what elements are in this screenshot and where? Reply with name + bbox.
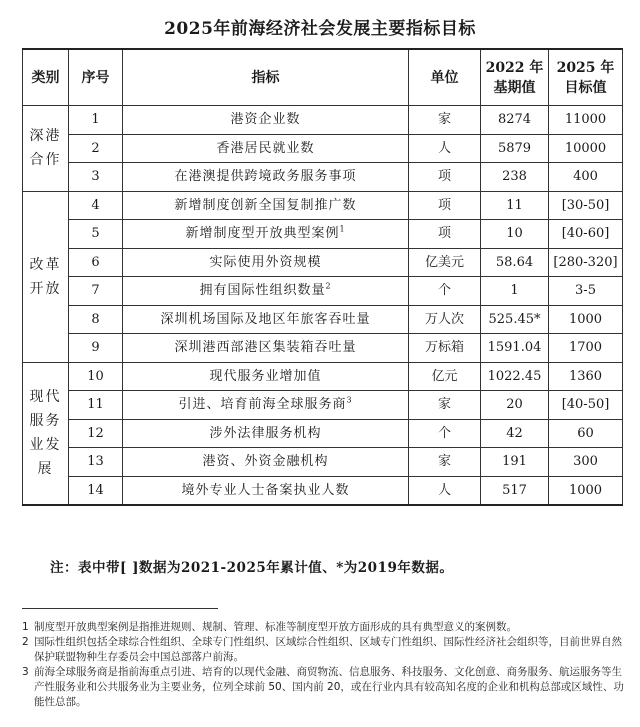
- indicator-cell: 新增制度创新全国复制推广数: [123, 191, 409, 220]
- header-base: [481, 49, 549, 106]
- footnote-text: 制度型开放典型案例是指推进规则、规制、管理、标准等制度型开放方面形成的具有典型意义的案例数。: [34, 621, 517, 633]
- target-value-cell: [280-320]: [549, 248, 623, 277]
- header-base-line1: 2022 年: [485, 59, 544, 76]
- indicator-cell: 港资企业数: [123, 106, 409, 135]
- header-category: 类别: [23, 49, 69, 106]
- footnote-number: 3: [22, 666, 29, 678]
- unit-cell: 个: [409, 277, 481, 306]
- target-value-cell: 400: [549, 163, 623, 192]
- target-value-cell: 10000: [549, 134, 623, 163]
- category-label: 展: [37, 461, 54, 478]
- indicator-cell: 在港澳提供跨境政务服务事项: [123, 163, 409, 192]
- target-value-cell: 1000: [549, 305, 623, 334]
- header-no: 序号: [69, 49, 123, 106]
- footnotes: [22, 620, 627, 710]
- header-target-line1: 2025 年: [556, 59, 615, 76]
- base-value-cell: 8274: [481, 106, 549, 135]
- table-row: [23, 362, 623, 391]
- footnote-ref: 3: [346, 395, 353, 405]
- target-value-cell: 300: [549, 448, 623, 477]
- footnote-number: 1: [22, 621, 29, 633]
- table-row: [23, 305, 623, 334]
- row-number: 10: [69, 362, 123, 391]
- table-row: [23, 419, 623, 448]
- target-value-cell: 1360: [549, 362, 623, 391]
- target-value-cell: 1000: [549, 476, 623, 505]
- unit-cell: 家: [409, 391, 481, 420]
- base-value-cell: 238: [481, 163, 549, 192]
- row-number: 11: [69, 391, 123, 420]
- category-cell: [23, 362, 69, 505]
- table-row: [23, 248, 623, 277]
- table-row: [23, 191, 623, 220]
- table-row: [23, 334, 623, 363]
- footnote: [22, 620, 627, 635]
- header-unit: 单位: [409, 49, 481, 106]
- unit-cell: 亿元: [409, 362, 481, 391]
- header-indicator: 指标: [123, 49, 409, 106]
- row-number: 5: [69, 220, 123, 249]
- table-row: [23, 134, 623, 163]
- row-number: 2: [69, 134, 123, 163]
- indicator-cell: 深圳机场国际及地区年旅客吞吐量: [123, 305, 409, 334]
- unit-cell: 项: [409, 220, 481, 249]
- header-row: [23, 49, 623, 106]
- row-number: 6: [69, 248, 123, 277]
- base-value-cell: 1: [481, 277, 549, 306]
- target-value-cell: 3-5: [549, 277, 623, 306]
- table-row: [23, 476, 623, 505]
- unit-cell: 人: [409, 134, 481, 163]
- unit-cell: 个: [409, 419, 481, 448]
- unit-cell: 万标箱: [409, 334, 481, 363]
- category-label: 改革: [29, 256, 62, 273]
- row-number: 3: [69, 163, 123, 192]
- unit-cell: 家: [409, 106, 481, 135]
- base-value-cell: 5879: [481, 134, 549, 163]
- footnote-number: 2: [22, 636, 29, 648]
- category-label: 业发: [29, 437, 62, 454]
- base-value-cell: 10: [481, 220, 549, 249]
- indicator-cell: 现代服务业增加值: [123, 362, 409, 391]
- row-number: 9: [69, 334, 123, 363]
- table-row: [23, 448, 623, 477]
- header-target-line2: 目标值: [564, 79, 607, 96]
- base-value-cell: 11: [481, 191, 549, 220]
- footnote-ref: 2: [325, 281, 332, 291]
- indicator-cell: 涉外法律服务机构: [123, 419, 409, 448]
- target-value-cell: [30-50]: [549, 191, 623, 220]
- row-number: 4: [69, 191, 123, 220]
- base-value-cell: 20: [481, 391, 549, 420]
- row-number: 8: [69, 305, 123, 334]
- page-title: 2025年前海经济社会发展主要指标目标: [164, 19, 476, 39]
- indicator-cell: 境外专业人士备案执业人数: [123, 476, 409, 505]
- base-value-cell: 1022.45: [481, 362, 549, 391]
- table-row: [23, 106, 623, 135]
- row-number: 13: [69, 448, 123, 477]
- base-value-cell: 525.45*: [481, 305, 549, 334]
- footnote: [22, 665, 627, 710]
- target-value-cell: 11000: [549, 106, 623, 135]
- header-base-line2: 基期值: [493, 79, 536, 96]
- table-note: 注：表中带[ ]数据为2021-2025年累计值、*为2019年数据。: [50, 560, 454, 576]
- footnote: [22, 635, 627, 665]
- unit-cell: 家: [409, 448, 481, 477]
- indicator-cell: 引进、培育前海全球服务商$^3$: [123, 391, 409, 420]
- target-value-cell: 1700: [549, 334, 623, 363]
- footnote-text: 国际性组织包括全球综合性组织、全球专门性组织、区域综合性组织、区域专门性组织、国际性经济社会组织等，目前世界自然保护联盟物种生存委员会中国总部落户前海。: [34, 636, 622, 663]
- indicator-cell: 港资、外资金融机构: [123, 448, 409, 477]
- indicator-cell: 深圳港西部港区集装箱吞吐量: [123, 334, 409, 363]
- unit-cell: 项: [409, 191, 481, 220]
- table-row: [23, 277, 623, 306]
- base-value-cell: 58.64: [481, 248, 549, 277]
- base-value-cell: 1591.04: [481, 334, 549, 363]
- unit-cell: 万人次: [409, 305, 481, 334]
- unit-cell: 项: [409, 163, 481, 192]
- indicator-cell: 新增制度型开放典型案例$^1$: [123, 220, 409, 249]
- unit-cell: 人: [409, 476, 481, 505]
- row-number: 12: [69, 419, 123, 448]
- base-value-cell: 42: [481, 419, 549, 448]
- category-label: 深港: [29, 128, 62, 145]
- category-label: 开放: [29, 280, 62, 297]
- indicator-cell: 实际使用外资规模: [123, 248, 409, 277]
- category-label: 现代: [29, 389, 62, 406]
- unit-cell: 亿美元: [409, 248, 481, 277]
- base-value-cell: 517: [481, 476, 549, 505]
- indicator-cell: 香港居民就业数: [123, 134, 409, 163]
- category-cell: [23, 191, 69, 362]
- category-label: 服务: [29, 413, 62, 430]
- indicator-table: [22, 48, 623, 506]
- row-number: 14: [69, 476, 123, 505]
- row-number: 7: [69, 277, 123, 306]
- footnote-ref: 1: [339, 224, 346, 234]
- target-value-cell: [40-50]: [549, 391, 623, 420]
- indicator-cell: 拥有国际性组织数量$^2$: [123, 277, 409, 306]
- category-label: 合作: [29, 152, 62, 169]
- header-target: [549, 49, 623, 106]
- category-cell: [23, 106, 69, 192]
- target-value-cell: [40-60]: [549, 220, 623, 249]
- table-row: [23, 163, 623, 192]
- row-number: 1: [69, 106, 123, 135]
- table-row: [23, 220, 623, 249]
- base-value-cell: 191: [481, 448, 549, 477]
- table-row: [23, 391, 623, 420]
- footnote-divider: [22, 608, 218, 609]
- target-value-cell: 60: [549, 419, 623, 448]
- footnote-text: 前海全球服务商是指前海重点引进、培育的以现代金融、商贸物流、信息服务、科技服务、文化创意、商务服务、航运服务等生产性服务业和公共服务业为主要业务，位列全球前 50、国内前 20，或在行业内具有较高知名度的企业和机构总部或区域性、功能性总部。: [34, 666, 624, 708]
